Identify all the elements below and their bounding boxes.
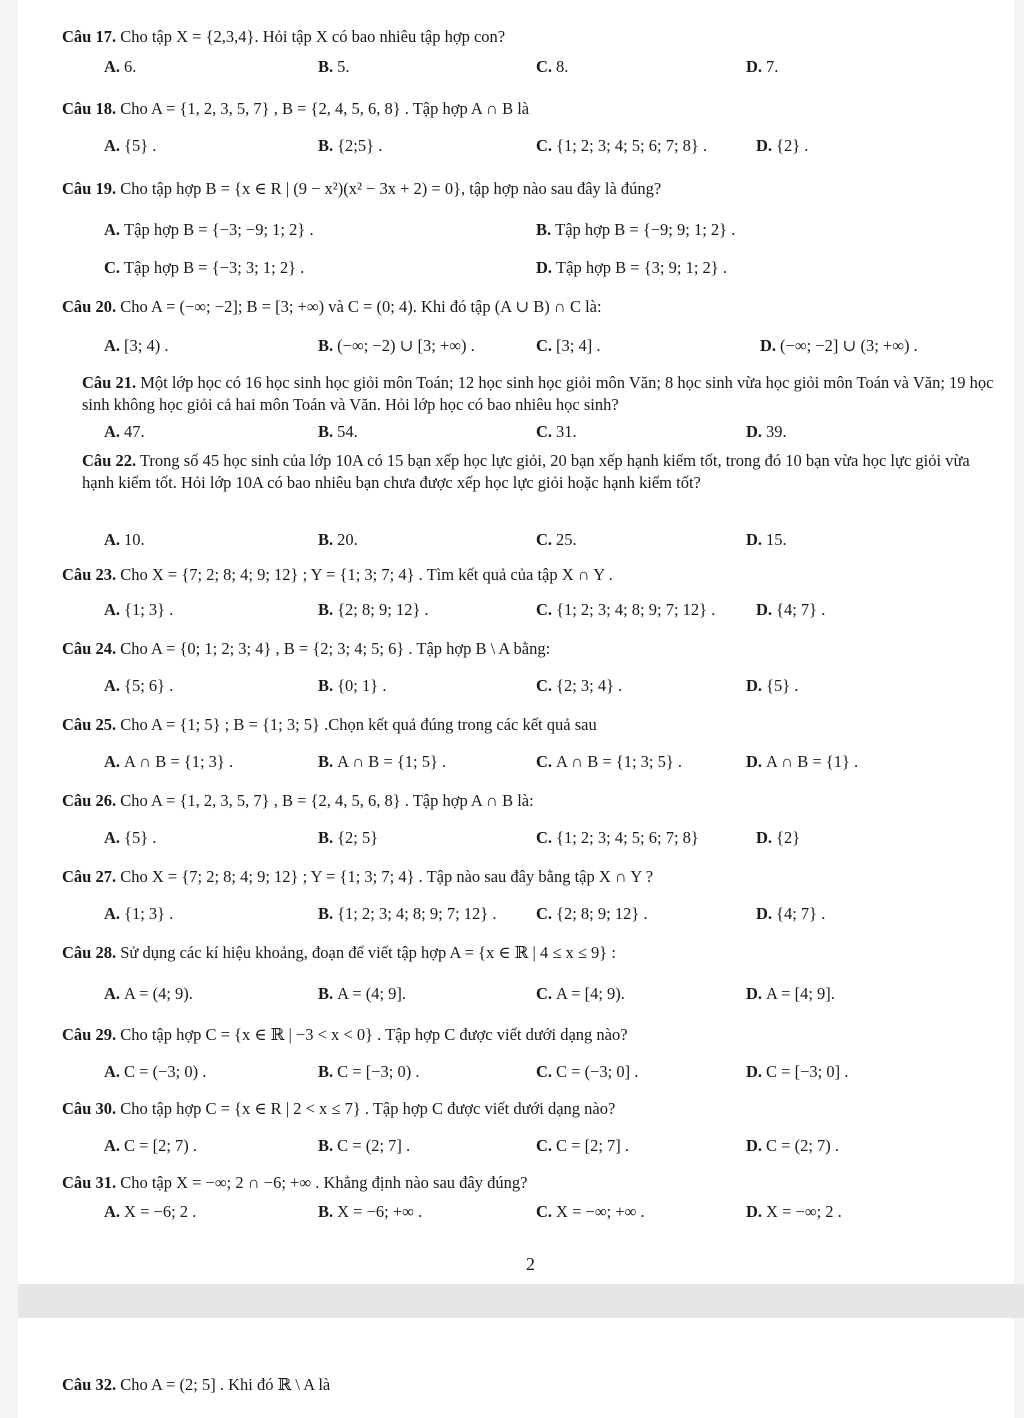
question-text: Cho tập X = {2,3,4}. Hỏi tập X có bao nhiêu tập hợp con?	[116, 27, 506, 46]
question-22: Câu 22. Trong số 45 học sinh của lớp 10A có 15 bạn xếp học lực giỏi, 20 bạn xếp hạnh kiểm tốt, trong đó 10 bạn vừa học lực giỏi vừa hạnh kiểm tốt. Hỏi lớp 10A có bao nhiêu bạn chưa được xếp học lực giỏi hoặc hạnh kiểm tốt?	[82, 451, 970, 492]
option-d: D. 15.	[746, 530, 787, 549]
option-a: A. {5} .	[104, 828, 157, 847]
option-b: B. 54.	[318, 422, 358, 441]
options-29	[0, 1062, 1024, 1086]
option-a: A. {1; 3} .	[104, 600, 174, 619]
options-25	[0, 752, 1024, 776]
option-b: B. {1; 2; 3; 4; 8; 9; 7; 12} .	[318, 904, 497, 923]
option-c: C. C = (−3; 0] .	[536, 1062, 639, 1081]
options-17	[0, 57, 1024, 81]
question-23: Câu 23. Cho X = {7; 2; 8; 4; 9; 12} ; Y = {1; 3; 7; 4} . Tìm kết quả của tập X ∩ Y .	[62, 565, 613, 584]
option-a: A. A = (4; 9).	[104, 984, 193, 1003]
option-c: C. X = −∞; +∞ .	[536, 1202, 645, 1221]
option-d: D. (−∞; −2] ∪ (3; +∞) .	[760, 336, 918, 355]
option-d: D. X = −∞; 2 .	[746, 1202, 842, 1221]
question-17	[62, 26, 994, 48]
question-18: Câu 18. Cho A = {1, 2, 3, 5, 7} , B = {2, 4, 5, 6, 8} . Tập hợp A ∩ B là	[62, 99, 530, 118]
question-number: Câu 17.	[62, 27, 117, 46]
option-d: D. Tập hợp B = {3; 9; 1; 2} .	[536, 258, 727, 277]
question-19: Câu 19. Cho tập hợp B = {x ∈ R | (9 − x²)(x² − 3x + 2) = 0}, tập hợp nào sau đây là đúng?	[62, 179, 662, 198]
option-b: B. X = −6; +∞ .	[318, 1202, 423, 1221]
question-30: Câu 30. Cho tập hợp C = {x ∈ R | 2 < x ≤ 7} . Tập hợp C được viết dưới dạng nào?	[62, 1099, 616, 1118]
option-b: B. {2; 8; 9; 12} .	[318, 600, 429, 619]
question-28: Câu 28. Sử dụng các kí hiệu khoảng, đoạn để viết tập hợp A = {x ∈ ℝ | 4 ≤ x ≤ 9} :	[62, 943, 616, 962]
page-divider	[18, 1284, 1024, 1318]
option-c: C. Tập hợp B = {−3; 3; 1; 2} .	[104, 258, 305, 277]
option-b: B. C = [−3; 0) .	[318, 1062, 420, 1081]
option-c: C. 8.	[536, 57, 569, 76]
options-31	[0, 1202, 1024, 1226]
question-27: Câu 27. Cho X = {7; 2; 8; 4; 9; 12} ; Y = {1; 3; 7; 4} . Tập nào sau đây bằng tập X ∩ Y ?	[62, 867, 654, 886]
options-22	[0, 530, 1024, 554]
option-b: B. A ∩ B = {1; 5} .	[318, 752, 447, 771]
options-20	[0, 336, 1024, 360]
options-21	[0, 422, 1024, 446]
option-a: A. {5} .	[104, 136, 157, 155]
page-number: 2	[526, 1254, 535, 1274]
option-a: A. {1; 3} .	[104, 904, 174, 923]
option-c: C. C = [2; 7] .	[536, 1136, 630, 1155]
question-29: Câu 29. Cho tập hợp C = {x ∈ ℝ | −3 < x < 0} . Tập hợp C được viết dưới dạng nào?	[62, 1025, 628, 1044]
exam-page-2	[18, 1318, 1014, 1418]
options-27	[0, 904, 1024, 928]
option-b: B. {2; 5}	[318, 828, 379, 847]
option-c: C. {2; 3; 4} .	[536, 676, 623, 695]
option-a: A. {5; 6} .	[104, 676, 174, 695]
option-d: D. {2} .	[756, 136, 809, 155]
option-d: D. 39.	[746, 422, 787, 441]
question-20: Câu 20. Cho A = (−∞; −2]; B = [3; +∞) và C = (0; 4). Khi đó tập (A ∪ B) ∩ C là:	[62, 297, 602, 316]
option-a: A. 6.	[104, 57, 137, 76]
option-c: C. 25.	[536, 530, 577, 549]
option-c: C. 31.	[536, 422, 577, 441]
option-b: B. A = (4; 9].	[318, 984, 407, 1003]
option-d: D. {4; 7} .	[756, 904, 826, 923]
option-a: A. X = −6; 2 .	[104, 1202, 197, 1221]
options-30	[0, 1136, 1024, 1160]
option-d: D. C = [−3; 0] .	[746, 1062, 849, 1081]
option-b: B. {2;5} .	[318, 136, 383, 155]
option-b: B. C = (2; 7] .	[318, 1136, 411, 1155]
option-c: C. A = [4; 9).	[536, 984, 625, 1003]
option-a: A. 10.	[104, 530, 145, 549]
option-c: C. {1; 2; 3; 4; 5; 6; 7; 8}	[536, 828, 699, 847]
question-21: Câu 21. Một lớp học có 16 học sinh học giỏi môn Toán; 12 học sinh học giỏi môn Văn; 8 học sinh vừa học giỏi môn Toán và Văn; 19 học sinh không học giỏi cả hai môn Toán và Văn. Hỏi lớp học có bao nhiêu học sinh?	[82, 373, 994, 414]
option-d: D. C = (2; 7) .	[746, 1136, 840, 1155]
options-19a	[0, 220, 1024, 244]
option-a: A. C = (−3; 0) .	[104, 1062, 207, 1081]
question-26: Câu 26. Cho A = {1, 2, 3, 5, 7} , B = {2, 4, 5, 6, 8} . Tập hợp A ∩ B là:	[62, 791, 534, 810]
option-c: C. A ∩ B = {1; 3; 5} .	[536, 752, 683, 771]
options-24	[0, 676, 1024, 700]
option-c: C. {1; 2; 3; 4; 5; 6; 7; 8} .	[536, 136, 708, 155]
option-d: D. {2}	[756, 828, 801, 847]
option-a: A. A ∩ B = {1; 3} .	[104, 752, 234, 771]
option-c: C. [3; 4] .	[536, 336, 601, 355]
option-a: A. C = [2; 7) .	[104, 1136, 198, 1155]
option-d: D. {5} .	[746, 676, 799, 695]
option-d: D. A ∩ B = {1} .	[746, 752, 859, 771]
option-b: B. Tập hợp B = {−9; 9; 1; 2} .	[536, 220, 736, 239]
option-d: D. {4; 7} .	[756, 600, 826, 619]
question-31: Câu 31. Cho tập X = −∞; 2 ∩ −6; +∞ . Khẳng định nào sau đây đúng?	[62, 1173, 528, 1192]
option-a: A. Tập hợp B = {−3; −9; 1; 2} .	[104, 220, 314, 239]
option-a: A. [3; 4) .	[104, 336, 169, 355]
option-b: B. 5.	[318, 57, 350, 76]
option-a: A. 47.	[104, 422, 145, 441]
options-18	[0, 136, 1024, 160]
question-25: Câu 25. Cho A = {1; 5} ; B = {1; 3; 5} .Chọn kết quả đúng trong các kết quả sau	[62, 715, 597, 734]
option-d: D. A = [4; 9].	[746, 984, 835, 1003]
option-b: B. (−∞; −2) ∪ [3; +∞) .	[318, 336, 475, 355]
options-26	[0, 828, 1024, 852]
option-c: C. {2; 8; 9; 12} .	[536, 904, 648, 923]
options-23	[0, 600, 1024, 624]
option-b: B. {0; 1} .	[318, 676, 387, 695]
options-28	[0, 984, 1024, 1008]
question-24: Câu 24. Cho A = {0; 1; 2; 3; 4} , B = {2; 3; 4; 5; 6} . Tập hợp B \ A bằng:	[62, 639, 551, 658]
option-d: D. 7.	[746, 57, 779, 76]
options-19b	[0, 258, 1024, 282]
option-c: C. {1; 2; 3; 4; 8; 9; 7; 12} .	[536, 600, 716, 619]
question-32: Câu 32. Cho A = (2; 5] . Khi đó ℝ \ A là	[62, 1375, 331, 1394]
option-b: B. 20.	[318, 530, 358, 549]
